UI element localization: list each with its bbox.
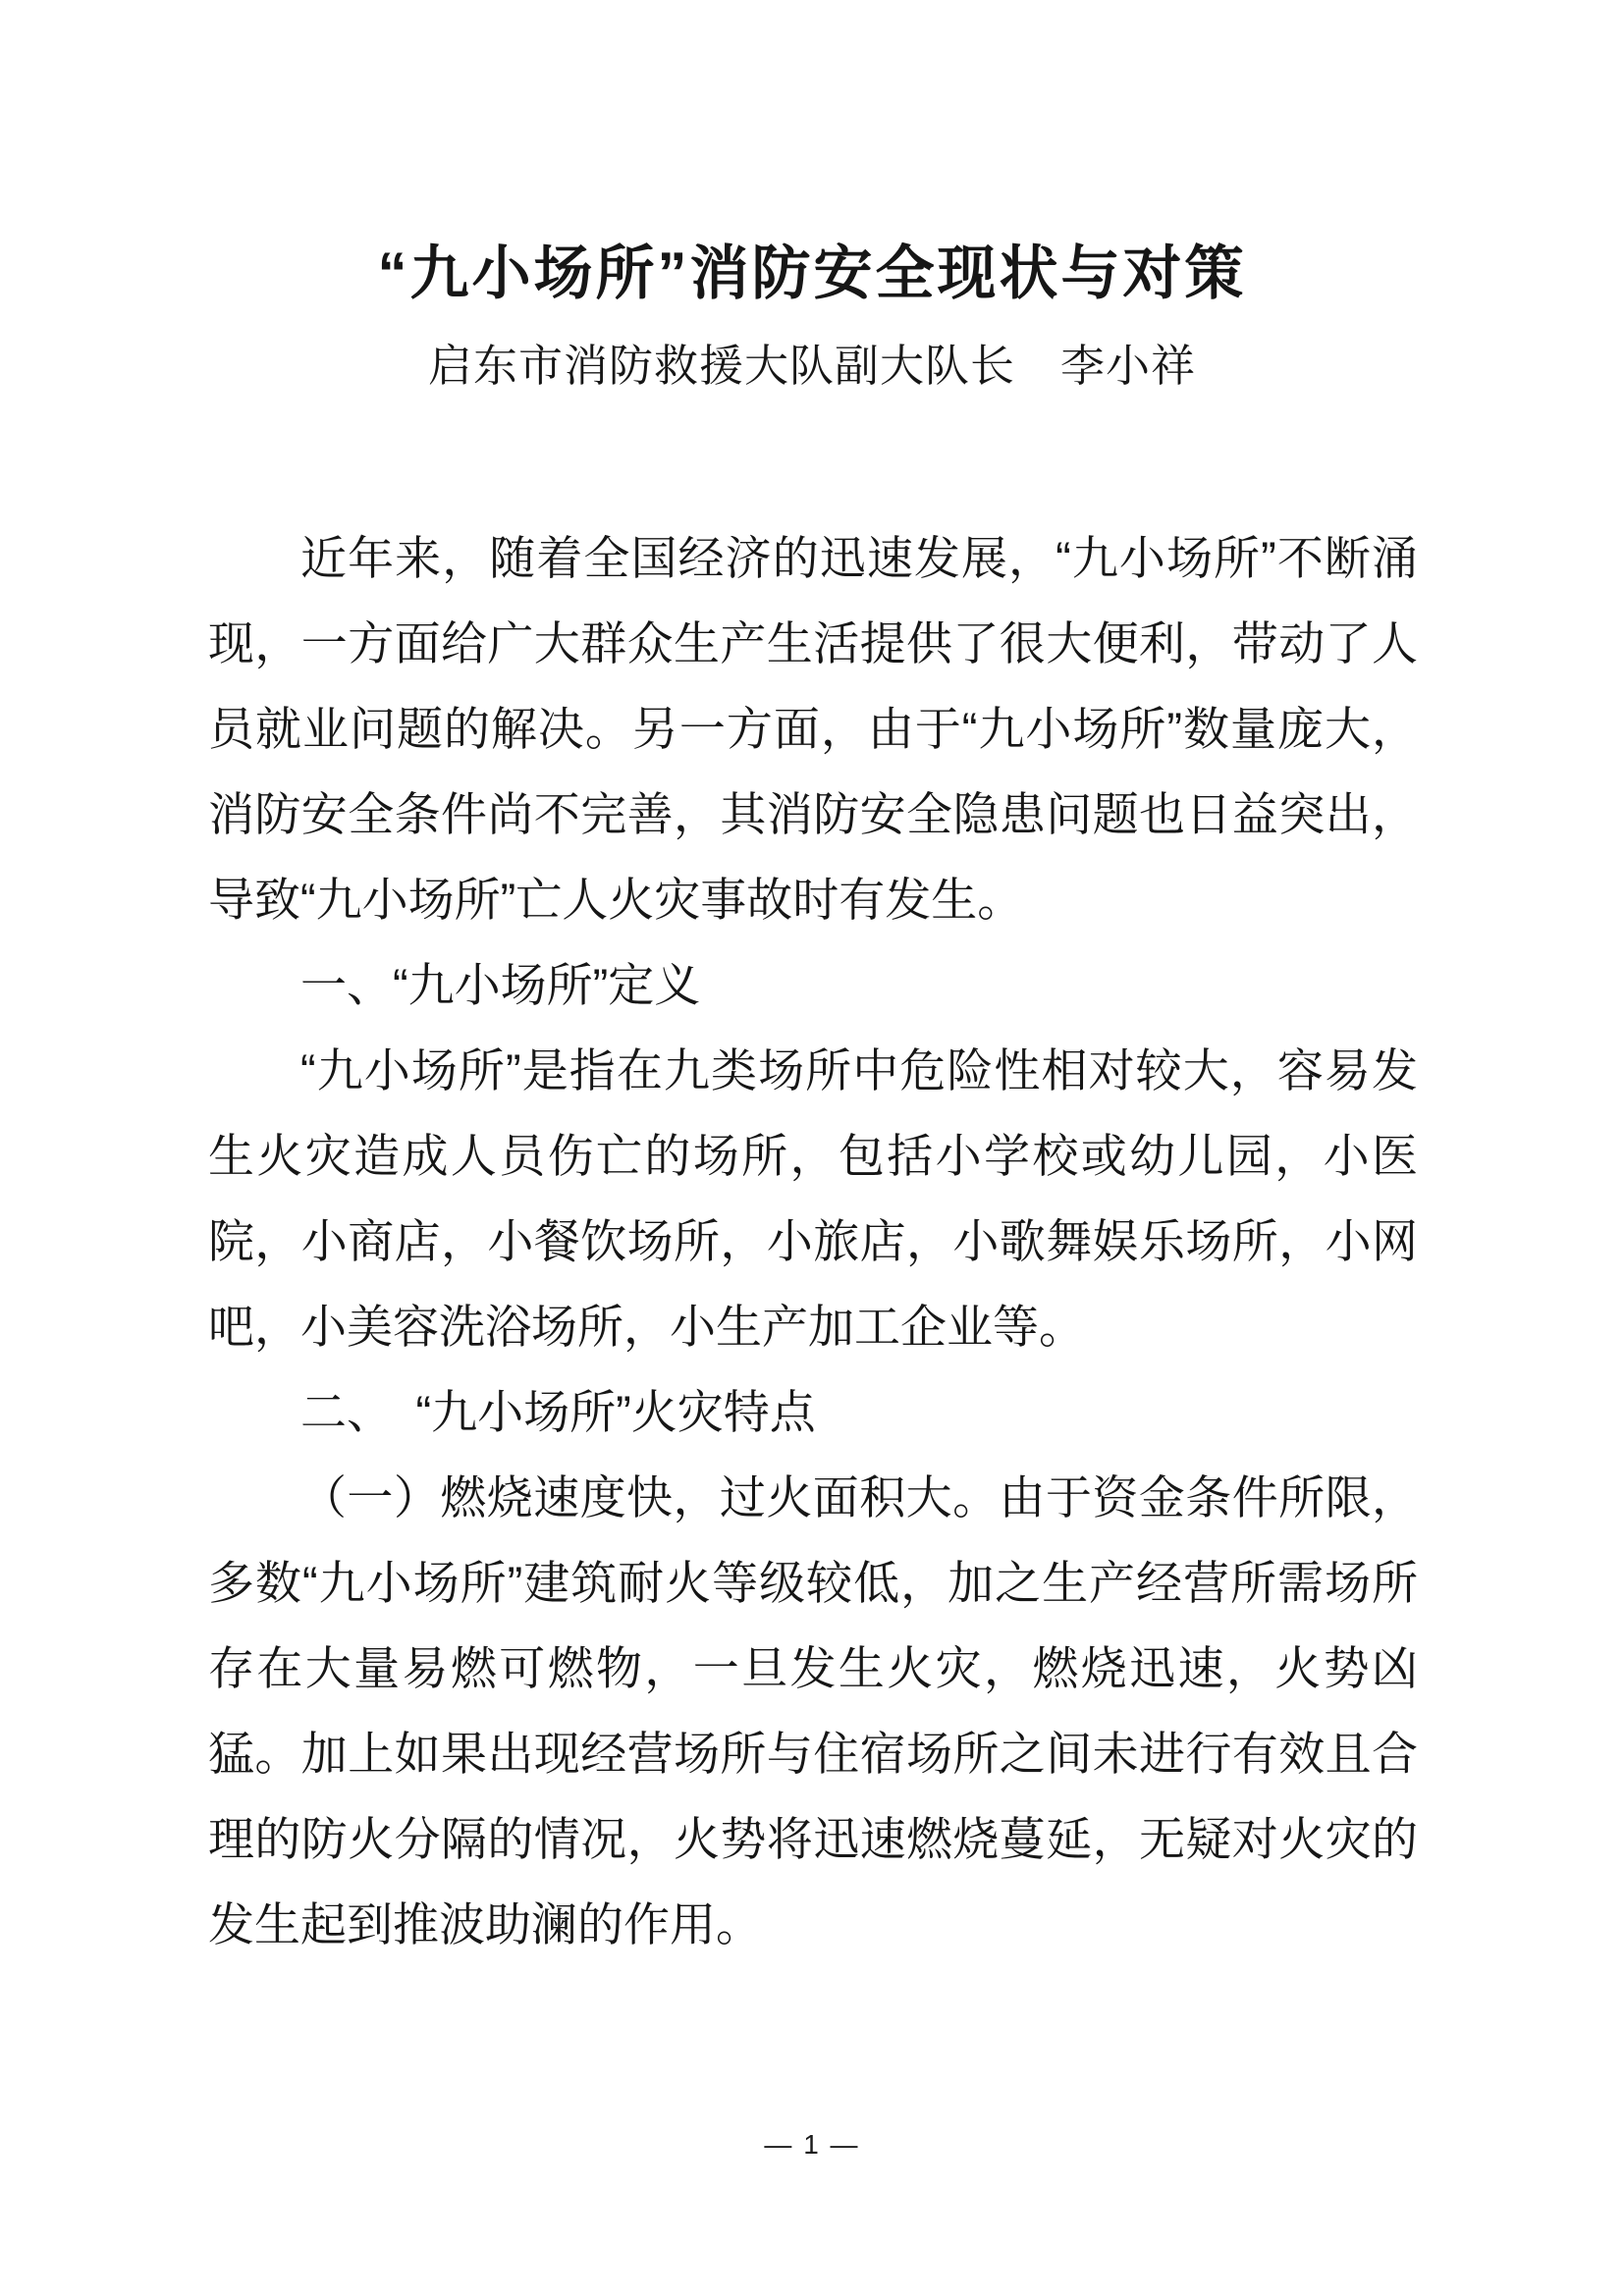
document-body	[208, 515, 1418, 1967]
paragraph-definition: “九小场所”是指在九类场所中危险性相对较大，容易发生火灾造成人员伤亡的场所，包括小学校或幼儿园，小医院，小商店，小餐饮场所，小旅店，小歌舞娱乐场所，小网吧，小美容洗浴场所，小生产加工企业等。	[208, 1044, 1418, 1353]
paragraph-intro: 近年来，随着全国经济的迅速发展，“九小场所”不断涌现，一方面给广大群众生产生活提供了很大便利，带动了人员就业问题的解决。另一方面，由于“九小场所”数量庞大，消防安全条件尚不完善，其消防安全隐患问题也日益突出，导致“九小场所”亡人火灾事故时有发生。	[208, 532, 1418, 926]
paragraph-fire-characteristics: （一）燃烧速度快，过火面积大。由于资金条件所限，多数“九小场所”建筑耐火等级较低，加之生产经营所需场所存在大量易燃可燃物，一旦发生火灾，燃烧迅速，火势凶猛。加上如果出现经营场所与住宿场所之间未进行有效且合理的防火分隔的情况，火势将迅速燃烧蔓延，无疑对火灾的发生起到推波助澜的作用。	[208, 1471, 1418, 1950]
section-heading-definition: 一、“九小场所”定义	[300, 959, 701, 1011]
document-author-line: 启东市消防救援大队副大队长 李小祥	[427, 341, 1196, 391]
section-heading-fire-characteristics: 二、 “九小场所”火灾特点	[300, 1386, 816, 1438]
document-title: “九小场所”消防安全现状与对策	[377, 240, 1247, 306]
page-number: — 1 —	[764, 2129, 860, 2160]
